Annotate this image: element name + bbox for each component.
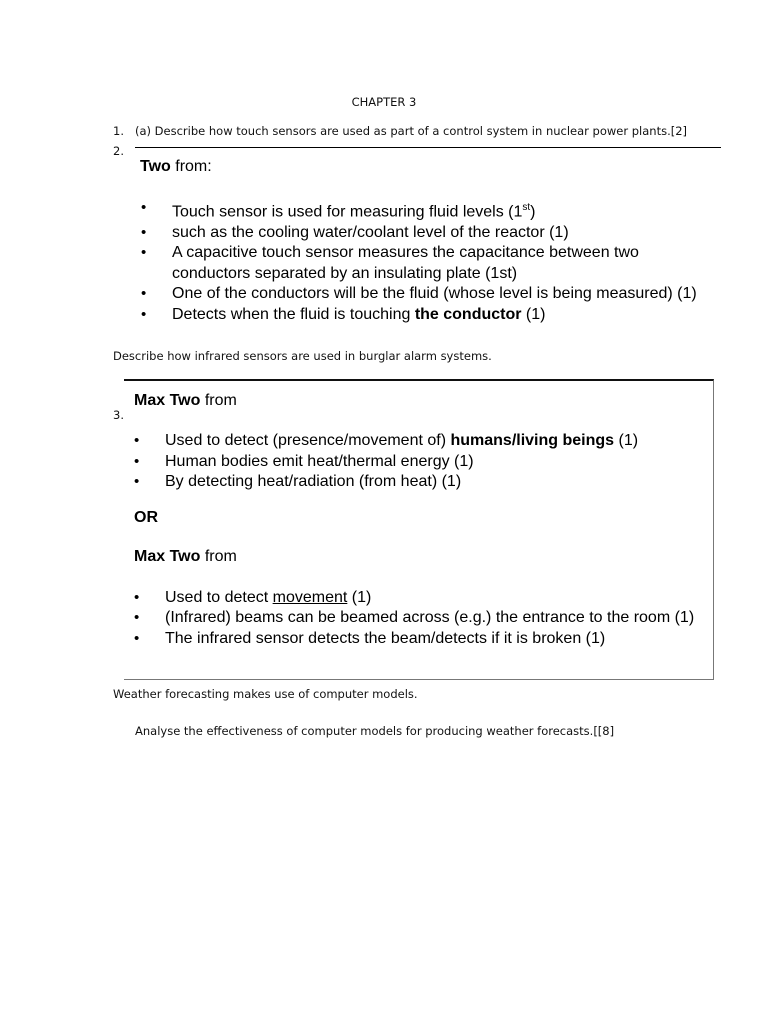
answer-bullet: • Used to detect (presence/movement of) humans/living beings (1) bbox=[134, 431, 704, 452]
chapter-title: CHAPTER 3 bbox=[351, 95, 417, 109]
weather-question-text: Analyse the effectiveness of computer models for producing weather forecasts.[[8] bbox=[135, 724, 615, 738]
answer-bullet: • such as the cooling water/coolant level of the reactor (1) bbox=[140, 223, 710, 244]
answer-bullet: • By detecting heat/radiation (from heat) (1) bbox=[134, 472, 704, 493]
question-2-number: 2. bbox=[113, 144, 124, 158]
or-separator: OR bbox=[134, 508, 158, 526]
horizontal-rule bbox=[135, 147, 721, 148]
mark-scheme-heading: Max Two from bbox=[134, 392, 237, 409]
answer-bullet: • (Infrared) beams can be beamed across (e.g.) the entrance to the room (1) bbox=[134, 608, 704, 629]
answer-bullet: • Detects when the fluid is touching the conductor (1) bbox=[140, 305, 710, 326]
answer-bullet: • The infrared sensor detects the beam/detects if it is broken (1) bbox=[134, 629, 704, 650]
mark-scheme-heading: Max Two from bbox=[134, 547, 237, 565]
answer-list bbox=[134, 588, 704, 650]
answer-bullet: • Used to detect movement (1) bbox=[134, 588, 704, 609]
question-infrared-text: Describe how infrared sensors are used in burglar alarm systems. bbox=[113, 349, 492, 363]
answer-list bbox=[140, 198, 710, 325]
question-1-text: (a) Describe how touch sensors are used as part of a control system in nuclear power plants.[2] bbox=[135, 124, 688, 138]
mark-scheme-heading: Two from: bbox=[140, 158, 212, 175]
question-1-number: 1. bbox=[113, 124, 124, 138]
answer-bullet: • A capacitive touch sensor measures the capacitance between two conductors separated by an insulating plate (1st) bbox=[140, 243, 710, 284]
answer-list bbox=[134, 431, 704, 493]
answer-bullet: • Human bodies emit heat/thermal energy (1) bbox=[134, 452, 704, 473]
answer-bullet: • Touch sensor is used for measuring fluid levels (1st) bbox=[140, 198, 710, 223]
question-3-number: 3. bbox=[113, 408, 124, 422]
answer-bullet: • One of the conductors will be the fluid (whose level is being measured) (1) bbox=[140, 284, 710, 305]
weather-intro-text: Weather forecasting makes use of computer models. bbox=[113, 687, 418, 701]
mark-scheme-infrared-box bbox=[124, 379, 714, 680]
mark-scheme-touch-sensors bbox=[140, 156, 710, 325]
